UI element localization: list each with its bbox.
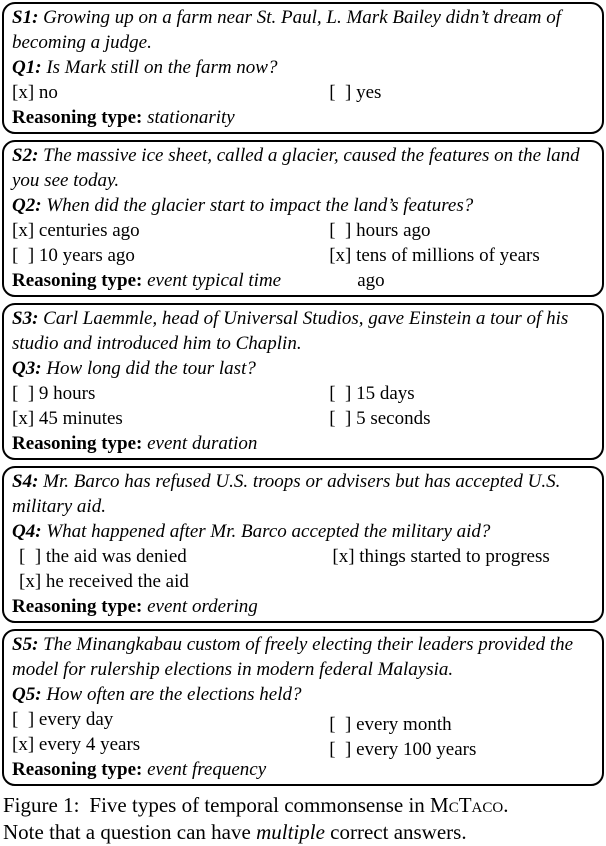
- reasoning-type: event ordering: [147, 596, 258, 617]
- option-label: he received the aid: [45, 571, 189, 592]
- checkbox-checked-icon: [x]: [19, 571, 42, 592]
- option-label: every day: [38, 709, 114, 730]
- question-label: Q2:: [12, 195, 42, 216]
- caption-line-1: [3, 792, 603, 819]
- sentence-text: The Minangkabau custom of freely electing their leaders provided the model for rulership elections in modern federal Malaysia.: [12, 634, 574, 680]
- answer-options: [12, 381, 594, 431]
- checkbox-unchecked-icon: [ ]: [19, 546, 42, 567]
- sentence-label: S1:: [12, 7, 39, 28]
- checkbox-unchecked-icon: [ ]: [329, 383, 352, 404]
- answer-option: [19, 544, 332, 569]
- question-line: [12, 193, 594, 218]
- option-label: every 4 years: [38, 734, 141, 755]
- example-box-s5: [2, 629, 604, 786]
- checkbox-checked-icon: [x]: [329, 245, 352, 266]
- checkbox-unchecked-icon: [ ]: [329, 220, 352, 241]
- option-label: every month: [356, 714, 452, 735]
- reasoning-type: event typical time: [147, 270, 282, 291]
- option-label: yes: [356, 82, 382, 103]
- answer-option: [12, 381, 329, 406]
- option-label: no: [38, 82, 58, 103]
- answer-options: [12, 707, 594, 760]
- answer-option: [12, 218, 329, 243]
- example-box-s4: [2, 466, 604, 623]
- caption-line-2: [3, 819, 603, 846]
- option-label: tens of millions of years ago: [356, 245, 540, 291]
- reasoning-label: Reasoning type:: [12, 107, 143, 128]
- example-box-s1: [2, 2, 604, 134]
- sentence-text: Growing up on a farm near St. Paul, L. Mark Bailey didn’t dream of becoming a judge.: [12, 7, 562, 53]
- answer-option: [12, 732, 329, 757]
- sentence-label: S5:: [12, 634, 39, 655]
- example-box-s2: [2, 140, 604, 297]
- reasoning-label: Reasoning type:: [12, 270, 143, 291]
- caption-label: Figure 1:: [3, 793, 80, 817]
- reasoning-type-line: [12, 105, 594, 130]
- sentence-line: [12, 306, 594, 356]
- option-label: 5 seconds: [356, 408, 431, 429]
- checkbox-unchecked-icon: [ ]: [329, 82, 352, 103]
- answer-option: [12, 406, 329, 431]
- option-label: 45 minutes: [38, 408, 123, 429]
- sentence-text: Carl Laemmle, head of Universal Studios, gave Einstein a tour of his studio and introduced him to Chaplin.: [12, 308, 569, 354]
- example-box-s3: [2, 303, 604, 460]
- reasoning-type: stationarity: [147, 107, 235, 128]
- answer-option: [329, 243, 567, 293]
- checkbox-checked-icon: [x]: [12, 82, 35, 103]
- sentence-line: [12, 632, 594, 682]
- option-label: 15 days: [356, 383, 415, 404]
- answer-option: [329, 712, 594, 737]
- question-label: Q1:: [12, 57, 42, 78]
- question-line: [12, 356, 594, 381]
- question-label: Q5:: [12, 684, 42, 705]
- caption-text: Five types of temporal commonsense in: [89, 793, 425, 817]
- checkbox-unchecked-icon: [ ]: [12, 383, 35, 404]
- option-label: every 100 years: [356, 739, 477, 760]
- question-text: How often are the elections held?: [46, 684, 302, 705]
- answer-option: [19, 569, 332, 594]
- answer-option: [12, 80, 329, 105]
- answer-option: [12, 243, 329, 268]
- sentence-label: S4:: [12, 471, 39, 492]
- question-label: Q4:: [12, 521, 42, 542]
- question-line: [12, 55, 594, 80]
- reasoning-type: event duration: [147, 433, 258, 454]
- reasoning-type-line: [12, 431, 594, 456]
- caption-period: .: [503, 793, 509, 817]
- question-label: Q3:: [12, 358, 42, 379]
- checkbox-unchecked-icon: [ ]: [329, 739, 352, 760]
- sentence-line: [12, 5, 594, 55]
- checkbox-checked-icon: [x]: [12, 734, 35, 755]
- question-text: When did the glacier start to impact the land’s features?: [46, 195, 474, 216]
- answer-option: [329, 406, 594, 431]
- sentence-label: S2:: [12, 145, 39, 166]
- answer-option: [329, 218, 594, 243]
- checkbox-checked-icon: [x]: [12, 408, 35, 429]
- answer-option: [329, 80, 594, 105]
- option-label: things started to progress: [359, 546, 550, 567]
- sentence-text: The massive ice sheet, called a glacier, caused the features on the land you see today.: [12, 145, 580, 191]
- question-text: How long did the tour last?: [46, 358, 256, 379]
- answer-option: [329, 381, 594, 406]
- answer-option: [332, 544, 594, 569]
- question-text: Is Mark still on the farm now?: [46, 57, 278, 78]
- question-line: [12, 682, 594, 707]
- reasoning-type-line: [12, 268, 329, 293]
- reasoning-type-line: [12, 594, 594, 619]
- option-label: the aid was denied: [45, 546, 187, 567]
- question-text: What happened after Mr. Barco accepted the military aid?: [46, 521, 491, 542]
- answer-option: [329, 737, 594, 762]
- reasoning-label: Reasoning type:: [12, 759, 143, 780]
- caption-note-prefix: Note that a question can have: [3, 820, 251, 844]
- answer-options: [12, 544, 594, 594]
- answer-options: [12, 80, 594, 105]
- checkbox-unchecked-icon: [ ]: [329, 714, 352, 735]
- option-label: 10 years ago: [38, 245, 135, 266]
- option-label: 9 hours: [38, 383, 96, 404]
- reasoning-label: Reasoning type:: [12, 596, 143, 617]
- sentence-text: Mr. Barco has refused U.S. troops or advisers but has accepted U.S. military aid.: [12, 471, 561, 517]
- option-label: hours ago: [356, 220, 431, 241]
- checkbox-unchecked-icon: [ ]: [12, 245, 35, 266]
- sentence-line: [12, 143, 594, 193]
- question-line: [12, 519, 594, 544]
- dataset-name: McTaco: [430, 793, 504, 817]
- option-label: centuries ago: [38, 220, 140, 241]
- caption-note-suffix: correct answers.: [330, 820, 467, 844]
- checkbox-unchecked-icon: [ ]: [12, 709, 35, 730]
- checkbox-checked-icon: [x]: [332, 546, 355, 567]
- checkbox-checked-icon: [x]: [12, 220, 35, 241]
- reasoning-label: Reasoning type:: [12, 433, 143, 454]
- answer-options: [12, 218, 594, 293]
- sentence-line: [12, 469, 594, 519]
- answer-option: [12, 707, 329, 732]
- sentence-label: S3:: [12, 308, 39, 329]
- checkbox-unchecked-icon: [ ]: [329, 408, 352, 429]
- reasoning-type: event frequency: [147, 759, 267, 780]
- caption-note-emphasis: multiple: [256, 820, 325, 844]
